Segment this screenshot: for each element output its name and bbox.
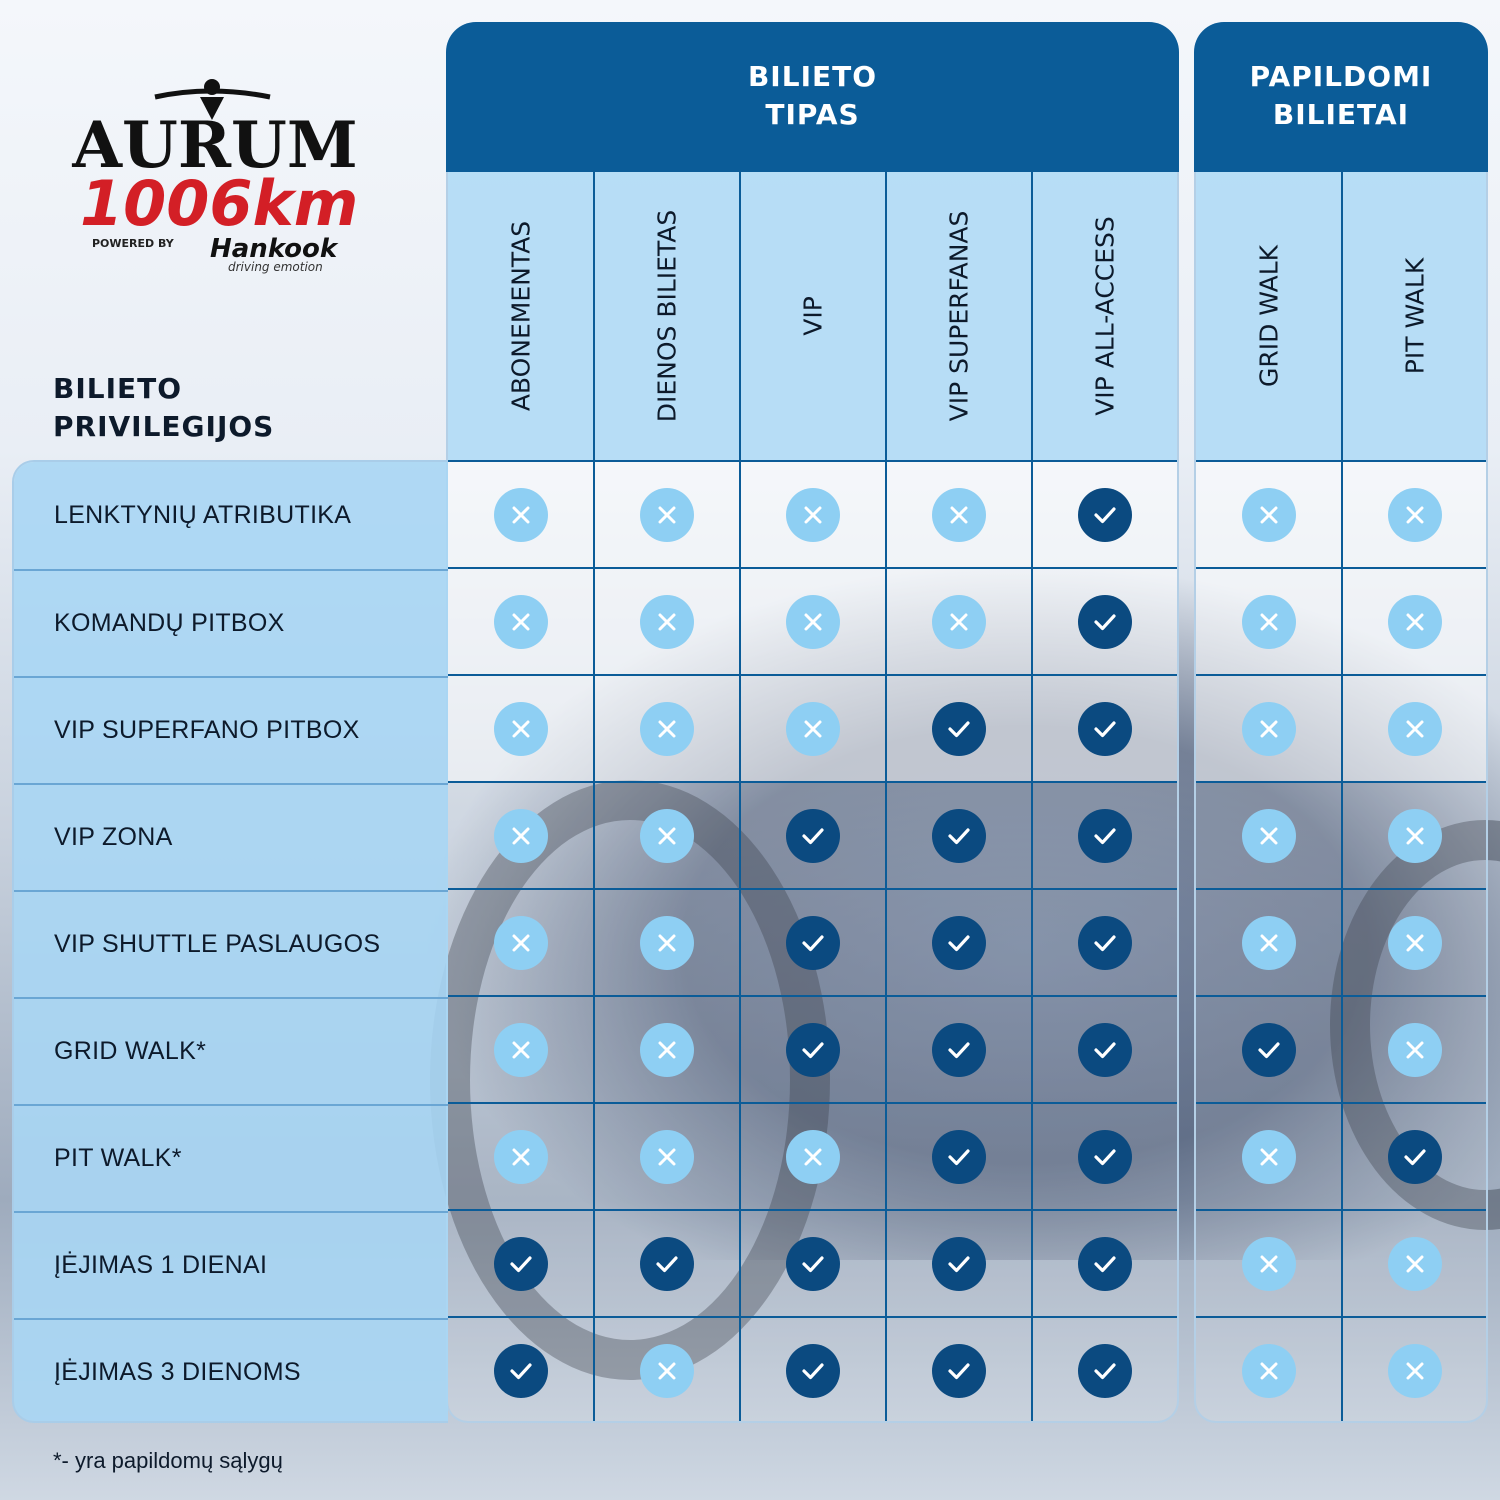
table-cell <box>448 888 595 995</box>
table-cell <box>1343 1209 1486 1316</box>
x-icon <box>786 595 840 649</box>
row-label: LENKTYNIŲ ATRIBUTIKA <box>14 462 448 569</box>
column-header-grid-walk <box>1196 172 1343 460</box>
check-icon <box>494 1344 548 1398</box>
x-icon <box>640 916 694 970</box>
check-icon <box>932 1023 986 1077</box>
table-cell <box>741 888 887 995</box>
check-icon <box>932 1344 986 1398</box>
table-cell <box>448 1102 595 1209</box>
table-cell <box>595 1209 741 1316</box>
table-cell <box>448 567 595 674</box>
x-icon <box>1388 1237 1442 1291</box>
column-header-abonementas <box>448 172 595 460</box>
table-cell <box>1033 674 1177 781</box>
x-icon <box>494 488 548 542</box>
ticket-type-header: BILIETO TIPAS <box>446 22 1179 172</box>
x-icon <box>640 702 694 756</box>
check-icon <box>1388 1130 1442 1184</box>
table-cell <box>741 1209 887 1316</box>
x-icon <box>1242 1344 1296 1398</box>
column-header-vip-superfanas <box>887 172 1033 460</box>
table-cell <box>741 1102 887 1209</box>
x-icon <box>640 809 694 863</box>
check-icon <box>786 809 840 863</box>
x-icon <box>1388 916 1442 970</box>
column-header-dienos-bilietas <box>595 172 741 460</box>
ticket-type-table <box>446 172 1179 1423</box>
x-icon <box>1242 488 1296 542</box>
table-cell <box>448 1209 595 1316</box>
check-icon <box>932 916 986 970</box>
x-icon <box>1242 702 1296 756</box>
table-cell <box>741 1316 887 1423</box>
x-icon <box>494 809 548 863</box>
table-cell <box>1343 1102 1486 1209</box>
check-icon <box>1078 702 1132 756</box>
x-icon <box>640 1023 694 1077</box>
svg-text:1006km: 1006km <box>80 167 359 240</box>
x-icon <box>494 595 548 649</box>
column-header-label: VIP SUPERFANAS <box>944 210 974 422</box>
x-icon <box>786 488 840 542</box>
table-cell <box>741 781 887 888</box>
check-icon <box>786 1023 840 1077</box>
row-label: GRID WALK* <box>14 997 448 1104</box>
check-icon <box>786 916 840 970</box>
x-icon <box>1242 809 1296 863</box>
column-header-label: VIP <box>798 296 828 336</box>
table-cell <box>448 460 595 567</box>
column-header-pit-walk <box>1343 172 1486 460</box>
table-cell <box>887 1316 1033 1423</box>
x-icon <box>640 1130 694 1184</box>
table-cell <box>1196 1316 1343 1423</box>
svg-text:POWERED BY: POWERED BY <box>92 237 174 250</box>
x-icon <box>1388 702 1442 756</box>
column-header-label: VIP ALL-ACCESS <box>1090 216 1120 416</box>
table-cell <box>887 1102 1033 1209</box>
check-icon <box>932 1130 986 1184</box>
check-icon <box>1242 1023 1296 1077</box>
x-icon <box>1388 1344 1442 1398</box>
x-icon <box>786 1130 840 1184</box>
row-label: KOMANDŲ PITBOX <box>14 569 448 676</box>
column-header-label: GRID WALK <box>1254 244 1283 388</box>
table-cell <box>1033 1316 1177 1423</box>
table-cell <box>448 995 595 1102</box>
table-cell <box>1033 888 1177 995</box>
table-cell <box>1196 567 1343 674</box>
table-cell <box>741 995 887 1102</box>
table-cell <box>1196 995 1343 1102</box>
privilege-row-labels <box>12 460 448 1423</box>
x-icon <box>1242 595 1296 649</box>
table-cell <box>1343 888 1486 995</box>
table-cell <box>887 1209 1033 1316</box>
check-icon <box>1078 1130 1132 1184</box>
table-cell <box>1343 781 1486 888</box>
x-icon <box>494 916 548 970</box>
row-label: ĮĖJIMAS 3 DIENOMS <box>14 1318 448 1423</box>
table-cell <box>1196 674 1343 781</box>
x-icon <box>786 702 840 756</box>
column-header-label: PIT WALK <box>1400 257 1429 375</box>
table-cell <box>1343 674 1486 781</box>
table-cell <box>595 995 741 1102</box>
x-icon <box>932 488 986 542</box>
x-icon <box>1388 488 1442 542</box>
table-cell <box>887 995 1033 1102</box>
table-cell <box>1343 1316 1486 1423</box>
table-cell <box>595 567 741 674</box>
table-cell <box>887 781 1033 888</box>
check-icon <box>1078 488 1132 542</box>
row-label: PIT WALK* <box>14 1104 448 1211</box>
check-icon <box>1078 916 1132 970</box>
footnote: *- yra papildomų sąlygų <box>53 1448 283 1473</box>
table-cell <box>887 460 1033 567</box>
table-cell <box>595 1102 741 1209</box>
table-cell <box>1196 1102 1343 1209</box>
table-cell <box>595 1316 741 1423</box>
check-icon <box>1078 595 1132 649</box>
x-icon <box>932 595 986 649</box>
table-cell <box>1033 995 1177 1102</box>
row-label: ĮĖJIMAS 1 DIENAI <box>14 1211 448 1318</box>
table-cell <box>887 567 1033 674</box>
table-cell <box>1033 567 1177 674</box>
column-header-vip <box>741 172 887 460</box>
column-header-label: DIENOS BILIETAS <box>652 209 682 423</box>
x-icon <box>640 1344 694 1398</box>
row-label: VIP SUPERFANO PITBOX <box>14 676 448 783</box>
check-icon <box>1078 1237 1132 1291</box>
table-cell <box>1343 460 1486 567</box>
table-cell <box>448 674 595 781</box>
svg-text:driving emotion: driving emotion <box>228 260 323 274</box>
table-cell <box>741 460 887 567</box>
svg-text:Hankook: Hankook <box>210 234 338 264</box>
x-icon <box>1242 916 1296 970</box>
table-cell <box>1196 460 1343 567</box>
row-label: VIP ZONA <box>14 783 448 890</box>
table-cell <box>595 460 741 567</box>
table-cell <box>887 674 1033 781</box>
svg-text:AURUM: AURUM <box>72 108 358 183</box>
x-icon <box>1388 1023 1442 1077</box>
check-icon <box>1078 1023 1132 1077</box>
check-icon <box>640 1237 694 1291</box>
extra-tickets-header: PAPILDOMI BILIETAI <box>1194 22 1488 172</box>
x-icon <box>1388 809 1442 863</box>
x-icon <box>640 595 694 649</box>
check-icon <box>1078 1344 1132 1398</box>
check-icon <box>786 1237 840 1291</box>
table-cell <box>595 781 741 888</box>
x-icon <box>494 1023 548 1077</box>
table-cell <box>1196 888 1343 995</box>
table-cell <box>448 1316 595 1423</box>
check-icon <box>932 1237 986 1291</box>
check-icon <box>786 1344 840 1398</box>
table-cell <box>887 888 1033 995</box>
table-cell <box>595 888 741 995</box>
table-cell <box>1033 781 1177 888</box>
x-icon <box>1242 1130 1296 1184</box>
column-header-label: ABONEMENTAS <box>506 220 535 412</box>
check-icon <box>932 702 986 756</box>
check-icon <box>932 809 986 863</box>
x-icon <box>494 1130 548 1184</box>
check-icon <box>1078 809 1132 863</box>
table-cell <box>1196 781 1343 888</box>
table-cell <box>741 567 887 674</box>
table-cell <box>1033 460 1177 567</box>
x-icon <box>494 702 548 756</box>
table-cell <box>1033 1209 1177 1316</box>
table-cell <box>1196 1209 1343 1316</box>
x-icon <box>1388 595 1442 649</box>
privileges-heading: BILIETO PRIVILEGIJOS <box>53 372 275 443</box>
extra-tickets-table <box>1194 172 1488 1423</box>
table-cell <box>595 674 741 781</box>
table-cell <box>1343 995 1486 1102</box>
table-cell <box>1033 1102 1177 1209</box>
check-icon <box>494 1237 548 1291</box>
column-header-vip-all-access <box>1033 172 1177 460</box>
row-label: VIP SHUTTLE PASLAUGOS <box>14 890 448 997</box>
table-cell <box>448 781 595 888</box>
x-icon <box>1242 1237 1296 1291</box>
table-cell <box>1343 567 1486 674</box>
x-icon <box>640 488 694 542</box>
table-cell <box>741 674 887 781</box>
aurum-1006km-logo <box>60 75 370 275</box>
